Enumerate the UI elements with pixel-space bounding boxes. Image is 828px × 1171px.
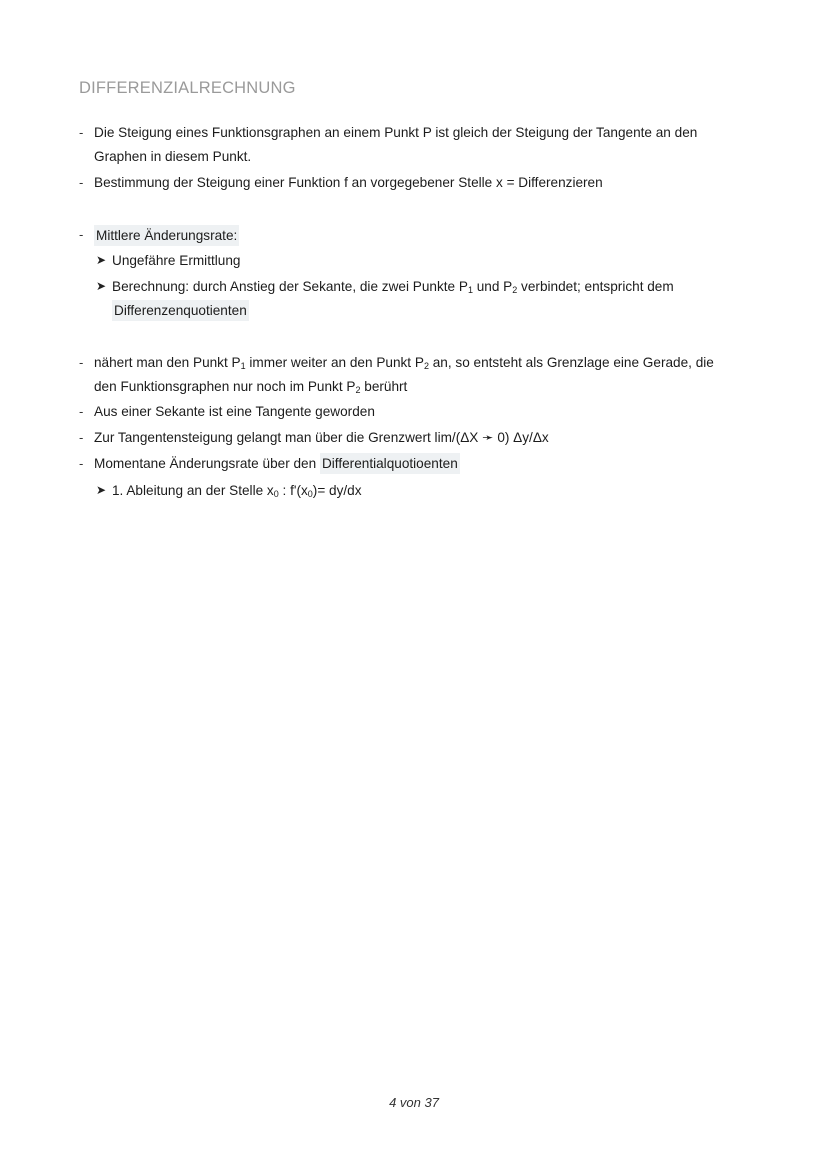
section-heading	[94, 227, 239, 245]
highlighted-term: Differentialquotioenten	[320, 453, 460, 474]
bullet-dash: -	[79, 430, 84, 445]
arrow-bullet-icon: ➤	[96, 279, 107, 293]
highlighted-term: Differenzenquotienten	[112, 300, 249, 321]
bullet-dash: -	[79, 227, 84, 242]
bullet-dash: -	[79, 404, 84, 419]
sub-bullet-text: Berechnung: durch Anstieg der Sekante, die zwei Punkte $P_1$ und $P_2$ verbindet; entspricht dem	[112, 279, 674, 295]
bullet-dash: -	[79, 355, 84, 370]
bullet-text: Aus einer Sekante ist eine Tangente geworden	[94, 404, 375, 419]
bullet-text-continuation: Graphen in diesem Punkt.	[94, 149, 252, 164]
bullet-text: Bestimmung der Steigung einer Funktion f an vorgegebener Stelle x = Differenzieren	[94, 175, 603, 190]
bullet-text: Momentane Änderungsrate über den Differentialquotioenten	[94, 455, 460, 473]
bullet-dash: -	[79, 175, 84, 190]
highlighted-term: Mittlere Änderungsrate:	[94, 225, 239, 246]
bullet-dash: -	[79, 125, 84, 140]
bullet-text: nähert man den Punkt $P_1$ immer weiter an den Punkt $P_2$ an, so entsteht als Grenzlage eine Gerade, die	[94, 355, 714, 371]
bullet-dash: -	[79, 456, 84, 471]
sub-bullet-text: Ungefähre Ermittlung	[112, 253, 241, 268]
sub-bullet-text: 1. Ableitung an der Stelle $x_0$ : $f'(x_0)= dy/dx$	[112, 483, 362, 499]
page-title: DIFFERENZIALRECHNUNG	[79, 79, 296, 97]
arrow-bullet-icon: ➤	[96, 483, 107, 497]
sub-bullet-text-continuation	[112, 302, 249, 320]
bullet-text-continuation: den Funktionsgraphen nur noch im Punkt $P_2$ berührt	[94, 379, 408, 395]
arrow-bullet-icon: ➤	[96, 253, 107, 267]
bullet-text: Zur Tangentensteigung gelangt man über die Grenzwert lim/(ΔX ➛ 0) Δy/Δx	[94, 430, 549, 445]
bullet-text: Die Steigung eines Funktionsgraphen an einem Punkt P ist gleich der Steigung der Tangente an den	[94, 125, 698, 140]
page-number: 4 von 37	[389, 1095, 439, 1110]
